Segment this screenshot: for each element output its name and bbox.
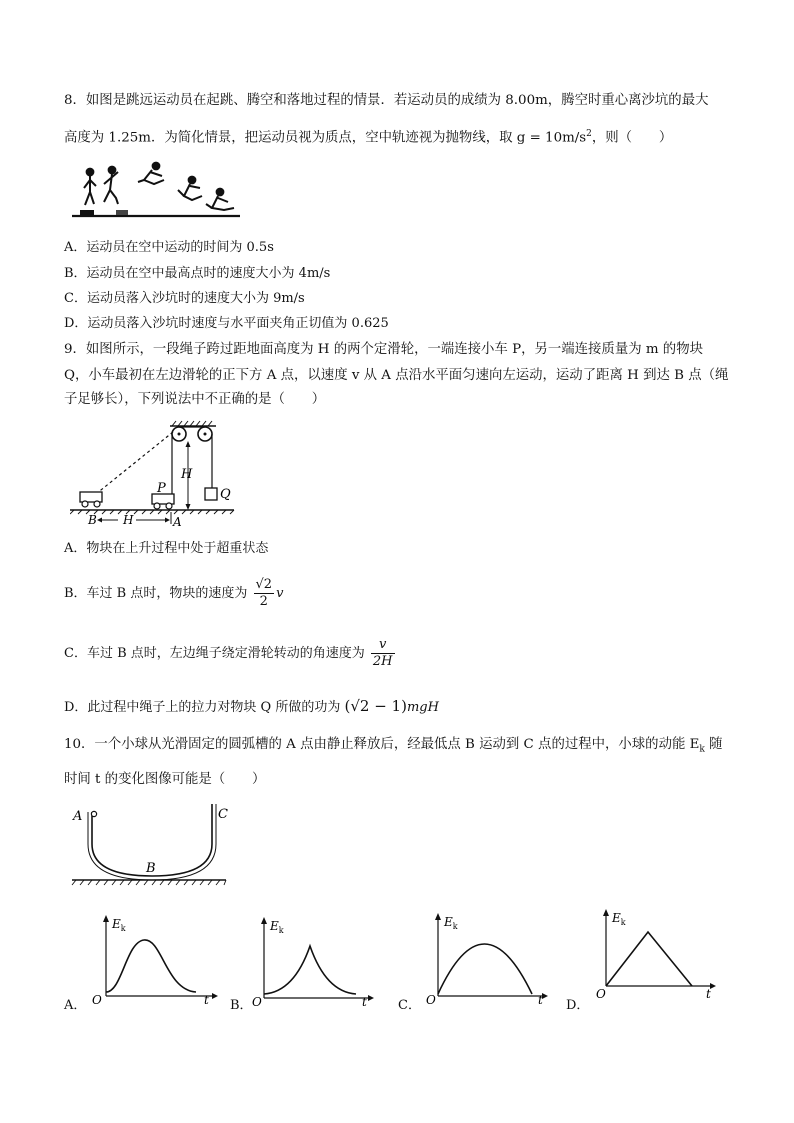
- graph-d-y-label: $E_k$: [612, 911, 626, 927]
- graph-d[interactable]: [596, 906, 726, 1000]
- graph-b-y-label: $E_k$: [270, 919, 284, 935]
- cart-p-icon: [152, 494, 174, 509]
- q8-stem-line2: 高度为 1.25m．为简化情景，把运动员视为质点，空中轨迹视为抛物线，取 $g = 10m/s^2$，则（ ）: [64, 129, 673, 146]
- q10-option-c[interactable]: C．: [398, 998, 421, 1013]
- point-b-label: B: [88, 513, 97, 527]
- pulley-figure: [70, 420, 236, 530]
- athlete-flight-icon: [138, 163, 164, 184]
- athlete-sitting-icon: [206, 189, 234, 210]
- long-jump-figure: [72, 158, 242, 224]
- point-b-label: B: [146, 861, 156, 876]
- point-a-label: A: [73, 809, 83, 824]
- graph-b[interactable]: [252, 914, 380, 1006]
- right-pulley-icon: [198, 427, 212, 441]
- ball-icon: [91, 811, 96, 816]
- q10-option-b[interactable]: B．: [230, 998, 253, 1013]
- q8-option-d[interactable]: D．运动员落入沙坑时速度与水平面夹角正切值为 0.625: [64, 316, 389, 331]
- graph-c[interactable]: [426, 910, 556, 1004]
- block-q-label: Q: [220, 487, 231, 502]
- graph-c-y-label: $E_k$: [444, 915, 458, 931]
- q9-option-d[interactable]: D．此过程中绳子上的拉力对物块 Q 所做的功为 (√2 − 1)mgH: [64, 697, 439, 715]
- graph-c-origin: O: [426, 993, 436, 1004]
- athlete-running-icon: [84, 169, 96, 205]
- block-q: [205, 488, 217, 500]
- point-c-label: C: [218, 807, 228, 822]
- graph-b-origin: O: [252, 995, 262, 1006]
- pulley-height-label: H: [181, 467, 193, 482]
- q9-option-b-fraction: $\frac{√2}{2}$: [255, 577, 273, 609]
- q8-stem-line1: 8．如图是跳远运动员在起跳、腾空和落地过程的情景．若运动员的成绩为 8.00m，腾空时重心离沙坑的最大: [64, 93, 709, 108]
- arc-trough-figure: [68, 800, 228, 888]
- q8-option-a[interactable]: A．运动员在空中运动的时间为 0.5s: [64, 240, 274, 255]
- graph-a-x-label: t: [204, 993, 209, 1004]
- q9-option-c-fraction: $\frac{v}{2H}$: [372, 637, 393, 669]
- graph-d-origin: O: [596, 987, 606, 1000]
- cart-at-b-icon: [80, 492, 102, 507]
- q10-stem-line1: 10．一个小球从光滑固定的圆弧槽的 A 点由静止释放后，经最低点 B 运动到 C 点的过程中，小球的动能 $E_k$ 随: [64, 737, 723, 755]
- q9-option-a[interactable]: A．物块在上升过程中处于超重状态: [64, 541, 269, 556]
- graph-d-x-label: t: [706, 987, 711, 1000]
- distance-h-label: H: [123, 513, 134, 527]
- graph-a-y-label: $E_k$: [112, 917, 126, 933]
- graph-c-x-label: t: [538, 993, 543, 1004]
- q9-option-c[interactable]: C．车过 B 点时，左边绳子绕定滑轮转动的角速度为 $\frac{v}{2H}$: [64, 637, 393, 669]
- q9-stem-line1: 9．如图所示，一段绳子跨过距地面高度为 H 的两个定滑轮，一端连接小车 P，另一端连接质量为 m 的物块: [64, 342, 703, 357]
- point-a-label: A: [173, 515, 182, 529]
- graph-a[interactable]: [92, 912, 220, 1004]
- q10-option-a[interactable]: A．: [64, 998, 87, 1013]
- athlete-landing-icon: [178, 177, 202, 200]
- graph-b-x-label: t: [362, 995, 367, 1006]
- cart-p-label: P: [157, 481, 166, 496]
- q8-option-b[interactable]: B．运动员在空中最高点时的速度大小为 4m/s: [64, 266, 331, 281]
- athlete-takeoff-icon: [104, 167, 118, 204]
- q10-option-d[interactable]: D．: [566, 998, 590, 1013]
- graph-a-origin: O: [92, 993, 102, 1004]
- q9-stem-line3: 子足够长），下列说法中不正确的是（ ）: [64, 392, 326, 407]
- q8-option-c[interactable]: C．运动员落入沙坑时的速度大小为 9m/s: [64, 291, 305, 306]
- q10-stem-line2: 时间 t 的变化图像可能是（ ）: [64, 772, 266, 787]
- q9-stem-line2: Q，小车最初在左边滑轮的正下方 A 点，以速度 v 从 A 点沿水平面匀速向左运动，运动了距离 H 到达 B 点（绳: [64, 368, 729, 383]
- left-pulley-icon: [172, 427, 186, 441]
- q9-option-b[interactable]: B．车过 B 点时，物块的速度为 $\frac{√2}{2}$ v: [64, 577, 284, 609]
